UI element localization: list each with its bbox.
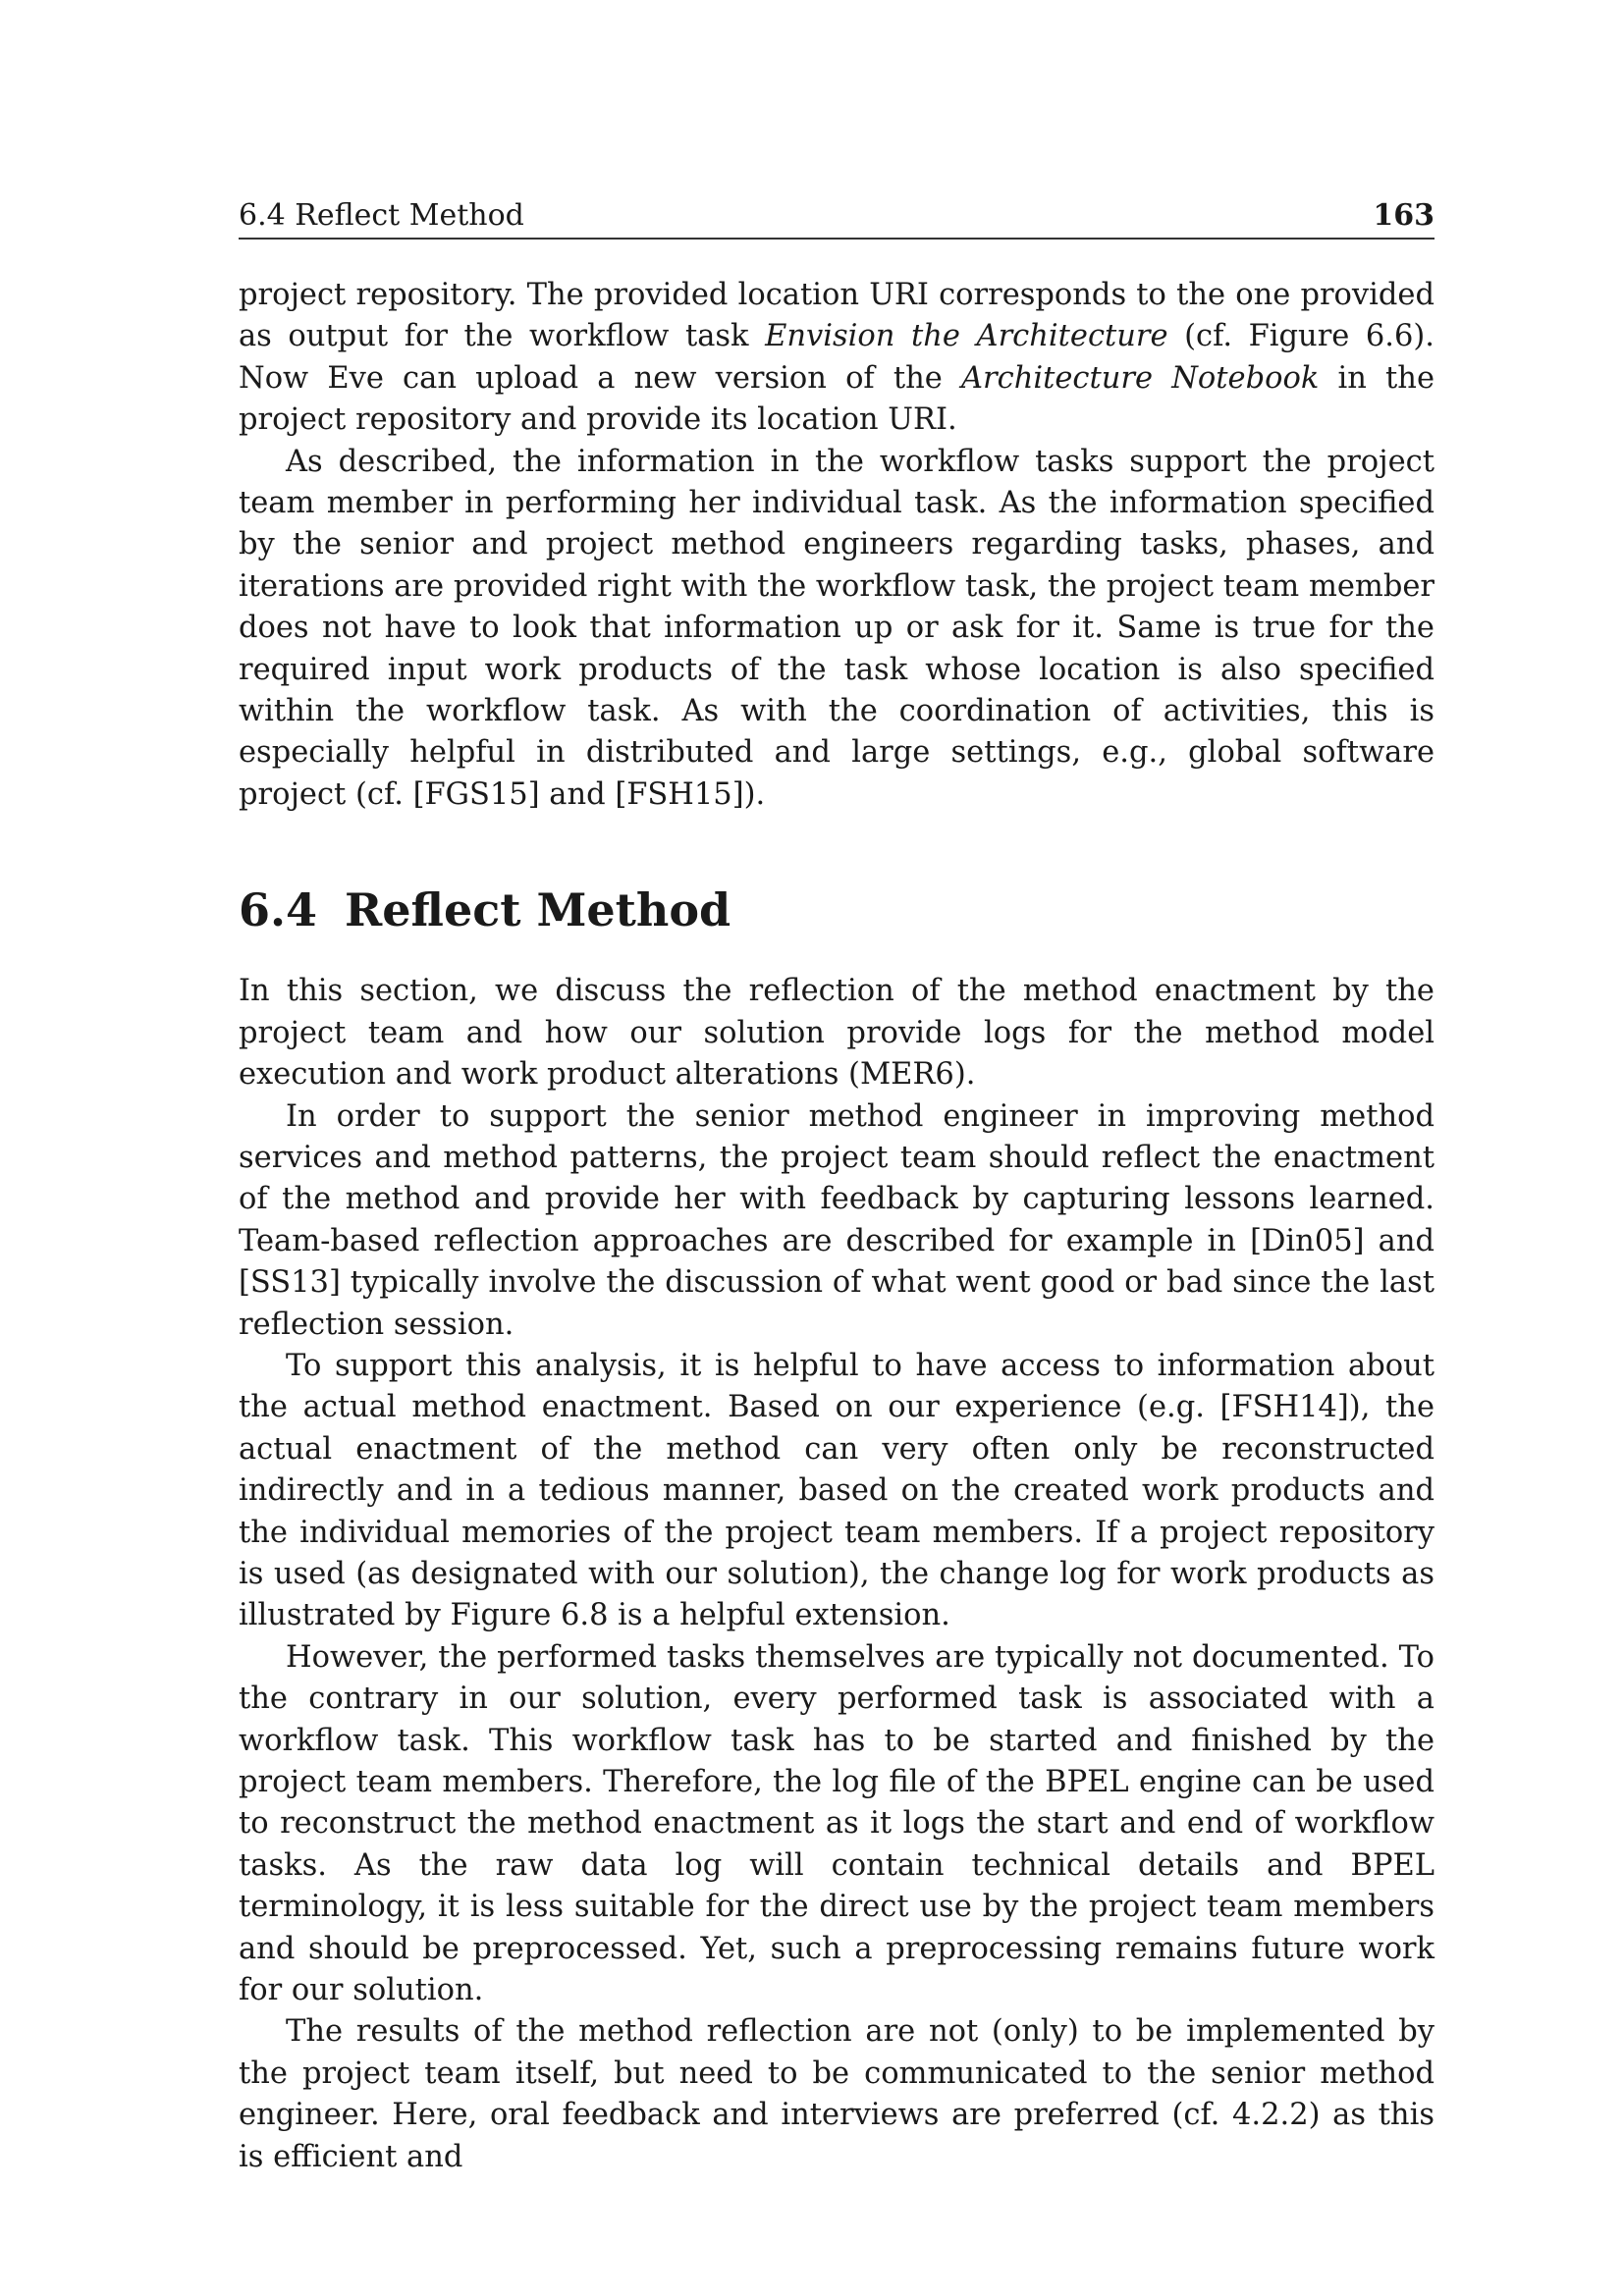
body-text: [239, 275, 1435, 2178]
running-title: 6.4 Reflect Method: [239, 198, 524, 233]
page: [239, 196, 1435, 2178]
section-number: 6.4: [239, 883, 318, 937]
page-number: 163: [1373, 198, 1435, 233]
paragraph: To support this analysis, it is helpful to have access to information about the actual method enactment. Based on our experience (e.g. [FSH14]), the actual enactment of the method can very often only be reconstructed indirectly and in a tedious manner, based on the created work products and the individual memories of the project team members. If a project repository is used (as designated with our solution), the change log for work products as illustrated by Figure 6.8 is a helpful extension.: [239, 1348, 1435, 1633]
section-title: Reflect Method: [345, 883, 731, 937]
paragraph-continued: project repository. The provided location URI corresponds to the one provided as output for the workflow task Envision the Architecture (cf. Figure 6.6). Now Eve can upload a new version of the Architecture Notebook in the project repository and provide its location URI.: [239, 278, 1435, 438]
paragraph: In order to support the senior method engineer in improving method services and method patterns, the project team should reflect the enactment of the method and provide her with feedback by capturing lessons learned. Team-based reflection approaches are described for example in [Din05] and [SS13] typically involve the discussion of what went good or bad since the last reflection session.: [239, 1098, 1435, 1342]
paragraph: However, the performed tasks themselves are typically not documented. To the contrary in our solution, every performed task is associated with a workflow task. This workflow task has to be started and finished by the project team members. Therefore, the log file of the BPEL engine can be used to reconstruct the method enactment as it logs the start and end of workflow tasks. As the raw data log will contain technical details and BPEL terminology, it is less suitable for the direct use by the project team members and should be preprocessed. Yet, such a preprocessing remains future work for our solution.: [239, 1639, 1435, 2008]
paragraph: As described, the information in the workflow tasks support the project team member in performing her individual task. As the information specified by the senior and project method engineers regarding tasks, phases, and iterations are provided right with the workflow task, the project team member does not have to look that information up or ask for it. Same is true for the required input work products of the task whose location is also specified within the workflow task. As with the coordination of activities, this is especially helpful in distributed and large settings, e.g., global software project (cf. [FGS15] and [FSH15]).: [239, 444, 1435, 812]
paragraph: The results of the method reflection are not (only) to be implemented by the project team itself, but need to be communicated to the senior method engineer. Here, oral feedback and interviews are preferred (cf. 4.2.2) as this is efficient and: [239, 2014, 1435, 2174]
work-product-name: Architecture Notebook: [961, 360, 1320, 396]
section-heading: [239, 882, 1435, 937]
running-header: [239, 196, 1435, 240]
paragraph: In this section, we discuss the reflection of the method enactment by the project team and how our solution provide logs for the method model execution and work product alterations (MER6).: [239, 974, 1435, 1093]
task-name: Envision the Architecture: [765, 319, 1168, 354]
